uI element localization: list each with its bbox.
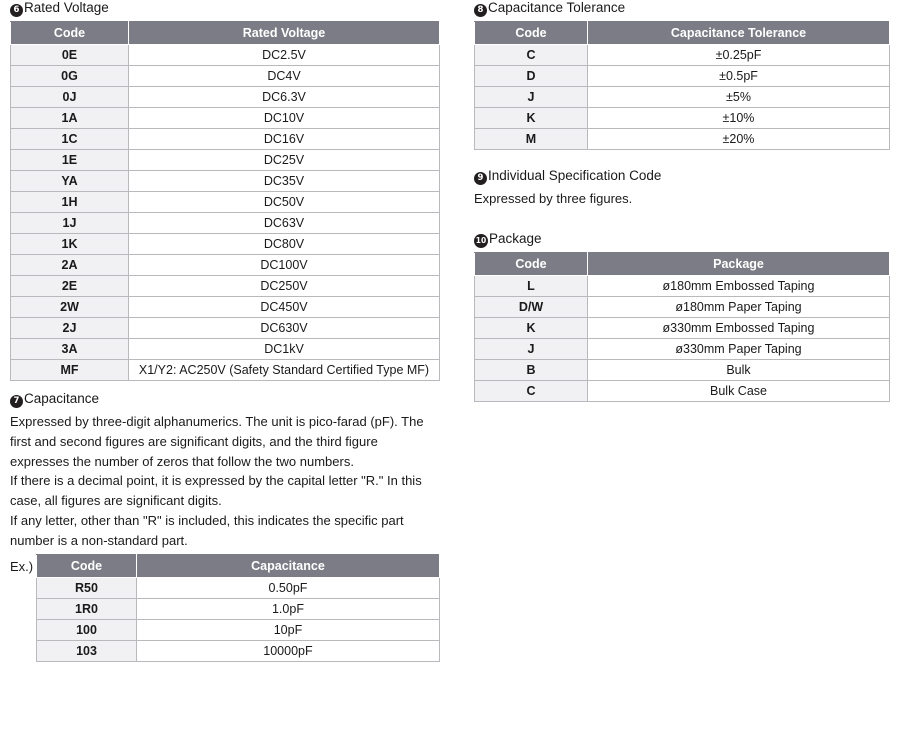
cell-code: J (475, 338, 588, 359)
rated-voltage-table (10, 21, 440, 381)
cell-value: ±20% (588, 129, 890, 150)
cell-code: K (475, 108, 588, 129)
column-header-value: Package (588, 252, 890, 275)
cell-value: DC16V (129, 129, 440, 150)
table-row (475, 317, 890, 338)
cell-value: DC1kV (129, 339, 440, 360)
cell-value: ±10% (588, 108, 890, 129)
cell-value: ±0.25pF (588, 45, 890, 66)
cell-code: D (475, 66, 588, 87)
table-row (11, 255, 440, 276)
cell-value: DC25V (129, 150, 440, 171)
cell-value: ø180mm Embossed Taping (588, 275, 890, 296)
cell-code: K (475, 317, 588, 338)
table-row (475, 338, 890, 359)
table-row (475, 45, 890, 66)
section-heading-capacitance (10, 391, 440, 408)
cell-code: MF (11, 360, 129, 381)
cell-code: 1R0 (37, 599, 137, 620)
package-table (474, 252, 890, 402)
cell-value: ø330mm Paper Taping (588, 338, 890, 359)
cell-code: 2W (11, 297, 129, 318)
table-header-row (37, 555, 440, 578)
column-header-code: Code (11, 22, 129, 45)
paragraph: Expressed by three-digit alphanumerics. The unit is pico-farad (pF). The first and second figures are significant digits, and the third figure expresses the number of zeros that follow the two numbers. (10, 414, 424, 469)
table-row (37, 578, 440, 599)
table-header-row (11, 22, 440, 45)
table-row (37, 620, 440, 641)
cell-value: ±0.5pF (588, 66, 890, 87)
column-header-value: Rated Voltage (129, 22, 440, 45)
section-title: Package (489, 230, 542, 246)
cell-code: 0J (11, 87, 129, 108)
cell-value: 0.50pF (137, 578, 440, 599)
cell-value: DC6.3V (129, 87, 440, 108)
cell-value: DC35V (129, 171, 440, 192)
section-heading-package (474, 231, 890, 248)
table-row (37, 599, 440, 620)
cell-value: DC450V (129, 297, 440, 318)
paragraph: If any letter, other than "R" is included, this indicates the specific part number is a non-standard part. (10, 512, 404, 548)
cell-value: DC63V (129, 213, 440, 234)
column-header-value: Capacitance Tolerance (588, 22, 890, 45)
table-row (475, 87, 890, 108)
capacitance-tolerance-table (474, 21, 890, 150)
cell-code: YA (11, 171, 129, 192)
left-column (10, 0, 440, 662)
cell-value: DC630V (129, 318, 440, 339)
cell-value: ø330mm Embossed Taping (588, 317, 890, 338)
cell-value: DC50V (129, 192, 440, 213)
section-number-badge: 7 (10, 395, 23, 408)
cell-code: 1C (11, 129, 129, 150)
table-row (475, 108, 890, 129)
table-row (11, 213, 440, 234)
table-row (11, 108, 440, 129)
table-row (11, 318, 440, 339)
example-label: Ex.) (10, 559, 34, 575)
cell-value: 10pF (137, 620, 440, 641)
cell-value: 10000pF (137, 641, 440, 662)
table-row (475, 359, 890, 380)
section-title: Capacitance Tolerance (488, 0, 626, 15)
cell-code: 2J (11, 318, 129, 339)
cell-code: D/W (475, 296, 588, 317)
cell-code: C (475, 45, 588, 66)
cell-value: Bulk Case (588, 380, 890, 401)
table-row (475, 296, 890, 317)
section-title: Rated Voltage (24, 0, 109, 15)
table-row (475, 275, 890, 296)
column-header-code: Code (475, 252, 588, 275)
cell-value: 1.0pF (137, 599, 440, 620)
cell-code: 103 (37, 641, 137, 662)
capacitance-description (10, 412, 440, 550)
table-row (11, 45, 440, 66)
cell-value: DC100V (129, 255, 440, 276)
cell-code: R50 (37, 578, 137, 599)
table-row (37, 641, 440, 662)
section-heading-rated-voltage (10, 0, 440, 17)
cell-code: 0E (11, 45, 129, 66)
table-row (475, 380, 890, 401)
cell-code: 1J (11, 213, 129, 234)
table-row (11, 87, 440, 108)
individual-spec-note: Expressed by three figures. (474, 191, 633, 206)
column-header-code: Code (475, 22, 588, 45)
table-header-row (475, 252, 890, 275)
table-row (11, 171, 440, 192)
cell-code: 3A (11, 339, 129, 360)
cell-value: Bulk (588, 359, 890, 380)
table-row (11, 339, 440, 360)
paragraph: If there is a decimal point, it is expressed by the capital letter "R." In this case, all figures are significant digits. (10, 473, 422, 508)
section-title: Individual Specification Code (488, 168, 662, 183)
cell-code: C (475, 380, 588, 401)
table-row (11, 360, 440, 381)
cell-code: J (475, 87, 588, 108)
cell-value: DC10V (129, 108, 440, 129)
cell-value: DC250V (129, 276, 440, 297)
right-column (474, 0, 890, 402)
cell-value: DC4V (129, 66, 440, 87)
cell-code: 1A (11, 108, 129, 129)
cell-code: B (475, 359, 588, 380)
table-row (475, 129, 890, 150)
table-row (11, 150, 440, 171)
cell-value: DC2.5V (129, 45, 440, 66)
table-row (475, 66, 890, 87)
cell-code: 2E (11, 276, 129, 297)
section-number-badge: 8 (474, 4, 487, 17)
cell-code: 1K (11, 234, 129, 255)
column-header-code: Code (37, 555, 137, 578)
cell-code: L (475, 275, 588, 296)
section-heading-capacitance-tolerance (474, 0, 890, 17)
cell-value: DC80V (129, 234, 440, 255)
table-row (11, 297, 440, 318)
table-row (11, 129, 440, 150)
cell-value: X1/Y2: AC250V (Safety Standard Certified Type MF) (129, 360, 440, 381)
table-row (11, 192, 440, 213)
cell-code: 100 (37, 620, 137, 641)
capacitance-example (10, 554, 440, 662)
table-row (11, 276, 440, 297)
cell-value: ø180mm Paper Taping (588, 296, 890, 317)
table-header-row (475, 22, 890, 45)
section-title: Capacitance (24, 391, 100, 406)
cell-code: 0G (11, 66, 129, 87)
cell-code: 2A (11, 255, 129, 276)
table-row (11, 234, 440, 255)
cell-code: M (475, 129, 588, 150)
column-header-value: Capacitance (137, 555, 440, 578)
section-number-badge: 9 (474, 172, 487, 185)
cell-value: ±5% (588, 87, 890, 108)
section-number-badge: 6 (10, 4, 23, 17)
section-heading-individual-spec (474, 168, 890, 185)
section-number-badge: 10 (474, 234, 488, 248)
cell-code: 1E (11, 150, 129, 171)
capacitance-example-table (36, 554, 440, 662)
cell-code: 1H (11, 192, 129, 213)
table-row (11, 66, 440, 87)
